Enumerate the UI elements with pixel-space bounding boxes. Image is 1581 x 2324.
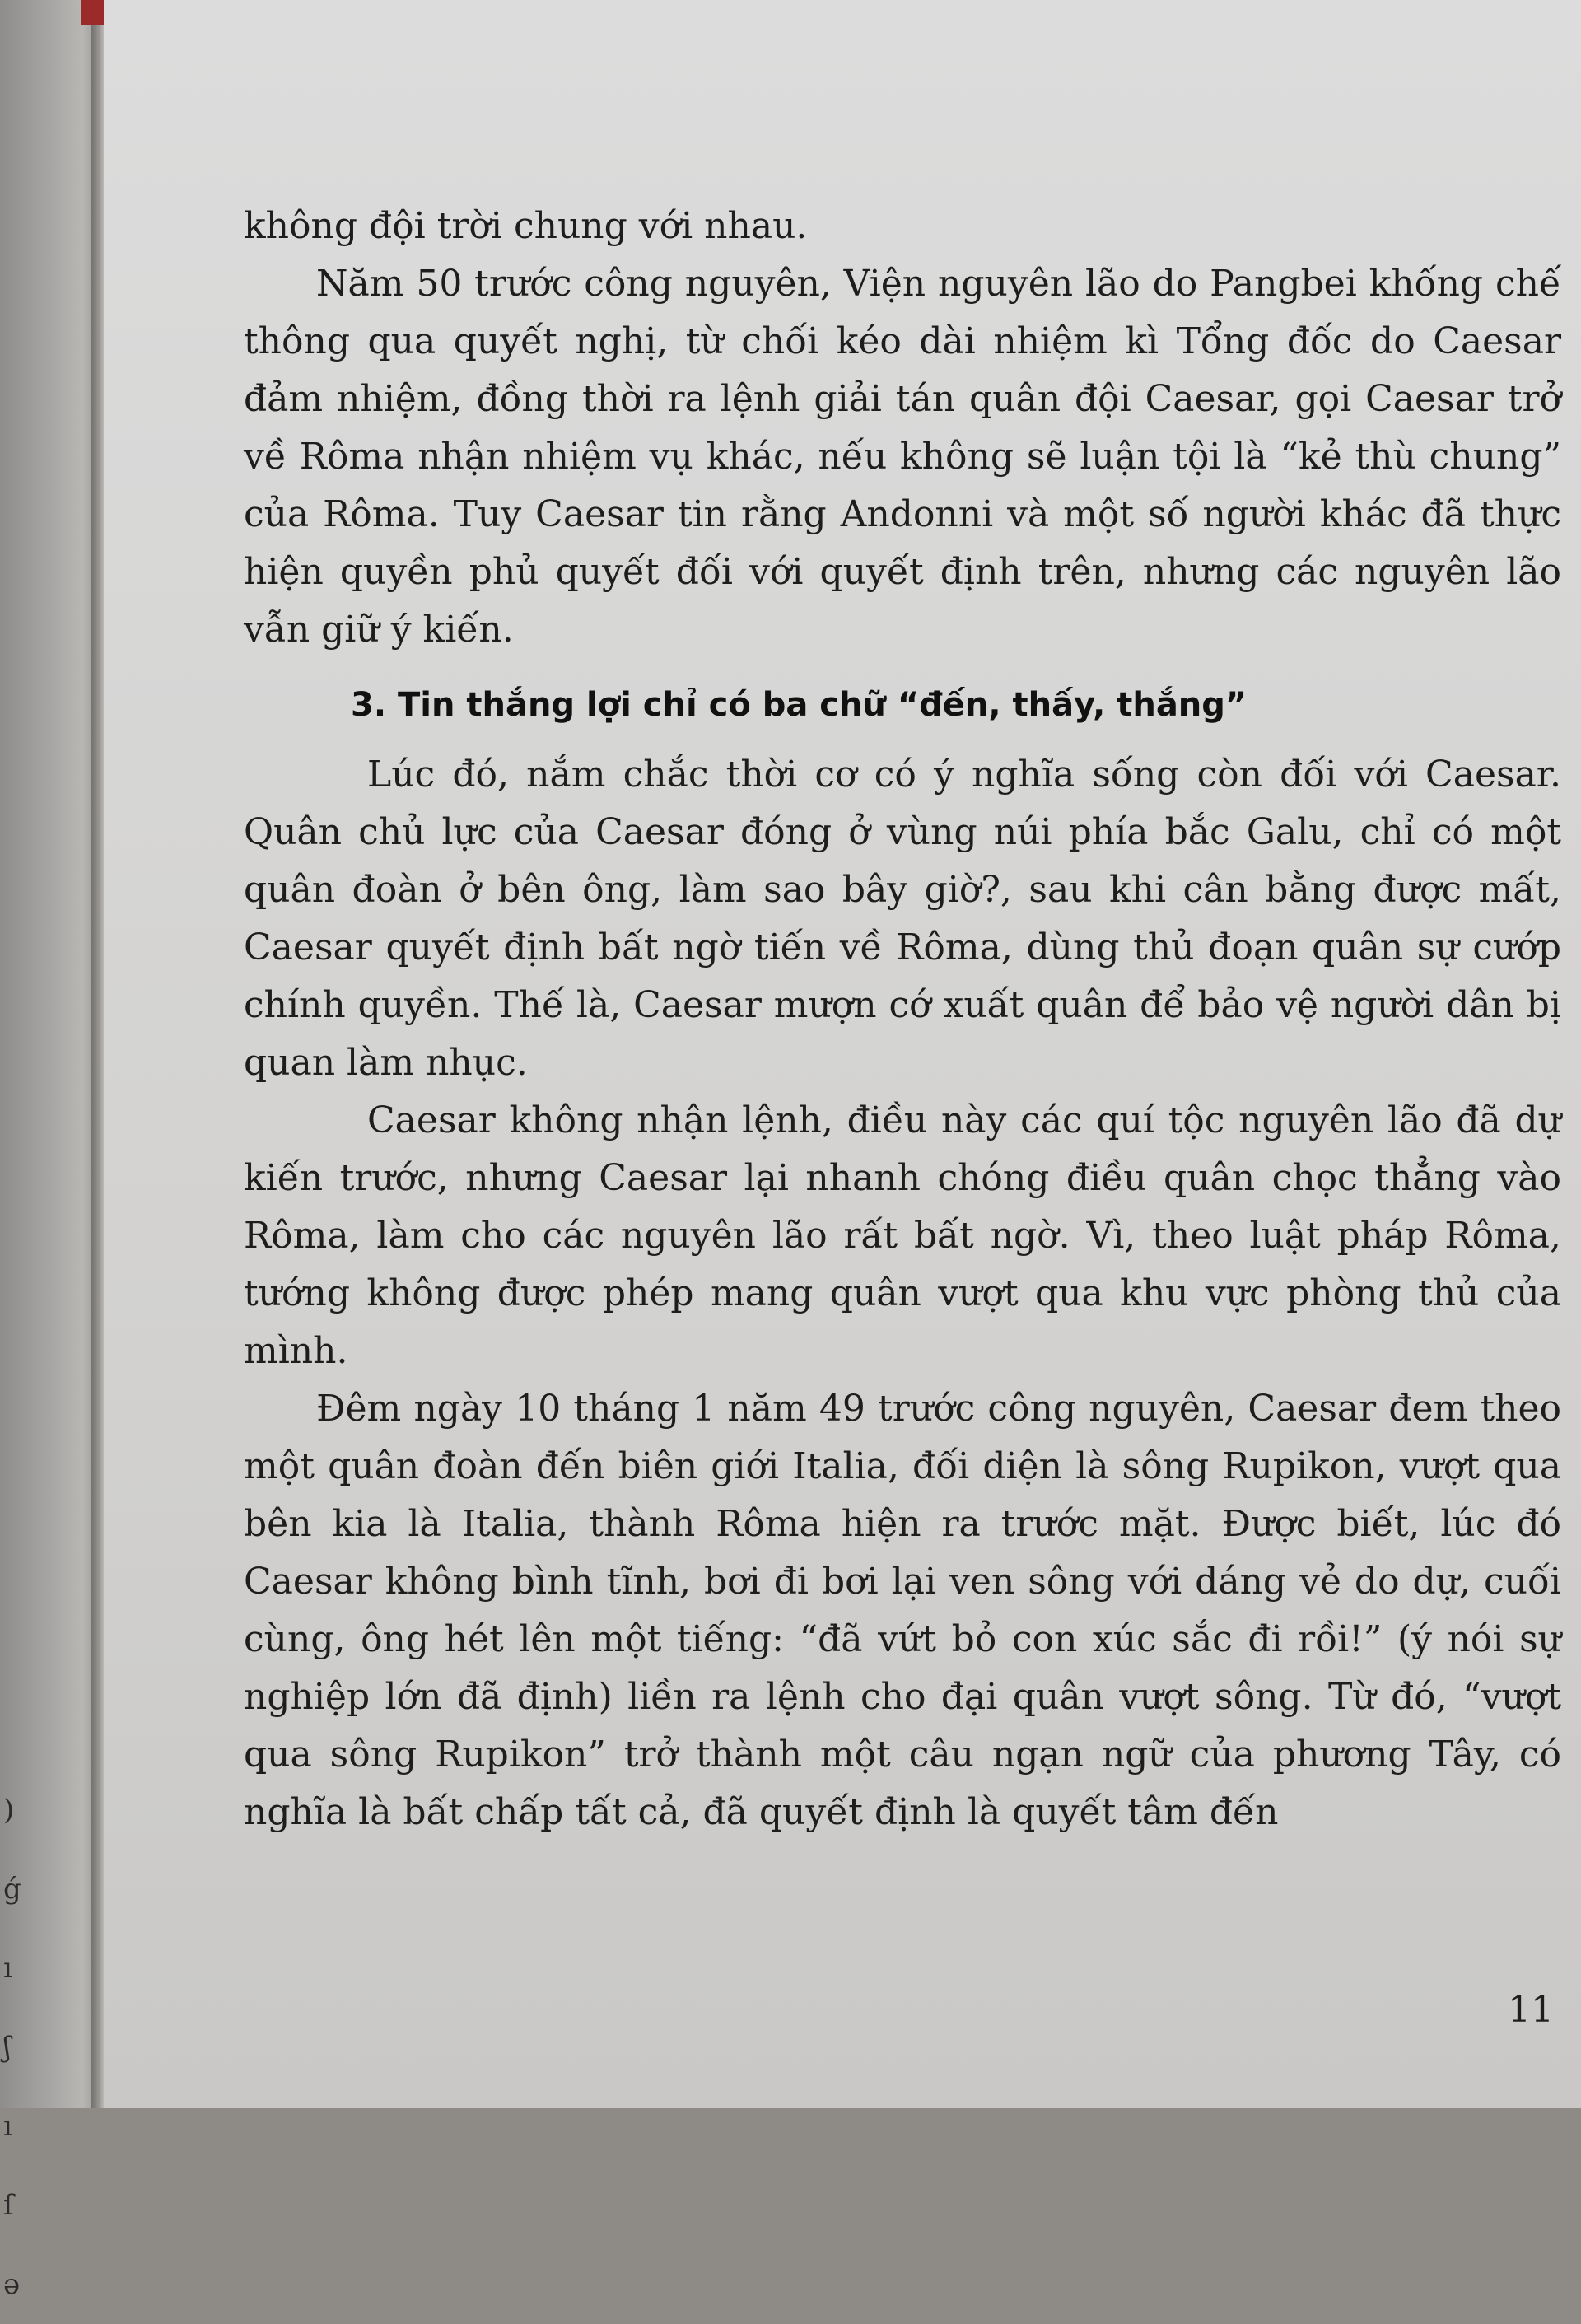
previous-page-edge xyxy=(0,0,97,2301)
page-text xyxy=(244,198,1561,1841)
paragraph-senate-decree: Năm 50 trước công nguyên, Viện nguyên lão do Pangbei khống chế thông qua quyết nghị, từ chối kéo dài nhiệm kì Tổng đốc do Caesar đảm nhiệm, đồng thời ra lệnh giải tán quân đội Caesar, gọi Caesar trở về Rôma nhận nhiệm vụ khác, nếu không sẽ luận tội là “kẻ thù chung” của Rôma. Tuy Caesar tin rằng Andonni và một số người khác đã thực hiện quyền phủ quyết đối với quyết định trên, nhưng các nguyên lão vẫn giữ ý kiến. xyxy=(244,263,1561,651)
section-heading: 3. Tin thắng lợi chỉ có ba chữ “đến, thấy, thắng” xyxy=(351,686,1248,724)
paragraph-refuses-order: Caesar không nhận lệnh, điều này các quí tộc nguyên lão đã dự kiến trước, nhưng Caesar lại nhanh chóng điều quân chọc thẳng vào Rôma, làm cho các nguyên lão rất bất ngờ. Vì, theo luật pháp Rôma, tướng không được phép mang quân vượt qua khu vực phòng thủ của mình. xyxy=(244,1099,1561,1372)
previous-page-text-fragments: ) ǵ ı ʃ ı ſ ə xyxy=(3,1794,21,2301)
book-page xyxy=(104,0,1581,2108)
page-number: 11 xyxy=(1508,1989,1554,2031)
cover-corner xyxy=(81,0,105,25)
paragraph-continuation: không đội trời chung với nhau. xyxy=(244,205,808,247)
paragraph-rubicon: Đêm ngày 10 tháng 1 năm 49 trước công nguyên, Caesar đem theo một quân đoàn đến biên giới Italia, đối diện là sông Rupikon, vượt qua bên kia là Italia, thành Rôma hiện ra trước mặt. Được biết, lúc đó Caesar không bình tĩnh, bơi đi bơi lại ven sông với dáng vẻ do dự, cuối cùng, ông hét lên một tiếng: “đã vứt bỏ con xúc sắc đi rồi!” (ý nói sự nghiệp lớn đã định) liền ra lệnh cho đại quân vượt sông. Từ đó, “vượt qua sông Rupikon” trở thành một câu ngạn ngữ của phương Tây, có nghĩa là bất chấp tất cả, đã quyết định là quyết tâm đến xyxy=(244,1388,1561,1833)
paragraph-opportunity: Lúc đó, nắm chắc thời cơ có ý nghĩa sống còn đối với Caesar. Quân chủ lực của Caesar đóng ở vùng núi phía bắc Galu, chỉ có một quân đoàn ở bên ông, làm sao bây giờ?, sau khi cân bằng được mất, Caesar quyết định bất ngờ tiến về Rôma, dùng thủ đoạn quân sự cướp chính quyền. Thế là, Caesar mượn cớ xuất quân để bảo vệ người dân bị quan làm nhục. xyxy=(244,754,1561,1084)
